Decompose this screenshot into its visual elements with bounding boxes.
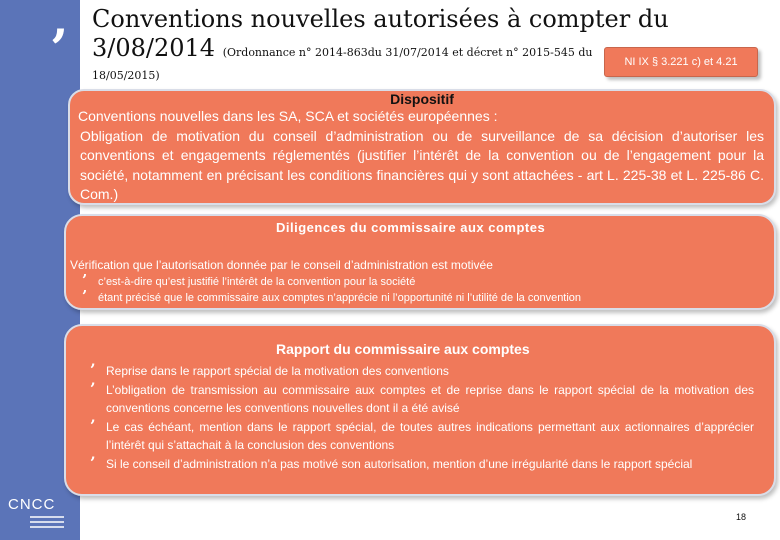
bullet-icon: ’	[90, 416, 96, 435]
dispositif-body: Obligation de motivation du conseil d’administration ou de surveillance de sa décision d’autoriser les conventions et engagements réglementés (justifier l’intérêt de la convention ou de l’engagement pour la société, notamment en précisant les conditions financières qui y sont attachées - art L. 225-38 et L. 225-86 C. Com.)	[80, 127, 764, 202]
dispositif-box	[68, 89, 776, 205]
bullet-icon: ’	[82, 271, 88, 289]
diligences-list	[82, 271, 582, 306]
rapport-list	[90, 362, 754, 474]
bullet-icon: ’	[90, 453, 96, 472]
logo-text: CNCC	[8, 496, 56, 513]
bullet-icon: ’	[82, 287, 88, 305]
diligences-box	[64, 214, 776, 310]
list-item: ’ étant précisé que le commissaire aux comptes n’apprécie ni l’opportunité ni l’utilité de la convention	[82, 287, 582, 305]
list-item: ’ Si le conseil d’administration n’a pas motivé son autorisation, mention d’une irrégularité dans le rapport spécial	[90, 453, 693, 472]
title-line-1: Conventions nouvelles autorisées à compter du	[92, 5, 669, 33]
page-number: 18	[736, 512, 747, 522]
list-item: ’ c’est-à-dire qu’est justifié l’intérêt de la convention pour la société	[82, 271, 416, 289]
rapport-box	[64, 324, 776, 496]
bullet-icon: ’	[90, 379, 96, 398]
rapport-title: Rapport du commissaire aux comptes	[276, 341, 530, 357]
bullet-icon: ’	[90, 360, 96, 379]
title-line-3: 18/05/2015)	[92, 69, 160, 82]
title-date: 3/08/2014	[92, 34, 216, 62]
logo-lines	[8, 516, 76, 528]
title-line-2	[92, 34, 612, 67]
list-item: ’ L’obligation de transmission au commissaire aux comptes et de reprise dans le rapport spécial de la motivation des conventions concerne les conventions nouvelles dont il a été avisé	[90, 379, 754, 415]
diligences-title: Diligences du commissaire aux comptes	[276, 220, 546, 235]
list-item: ’ Reprise dans le rapport spécial de la motivation des conventions	[90, 360, 449, 379]
dispositif-intro: Conventions nouvelles dans les SA, SCA et sociétés européennes :	[78, 108, 498, 124]
list-item: ’ Le cas échéant, mention dans le rapport spécial, de toutes autres indications permettant aux actionnaires d’apprécier l’intérêt qui s’attachait à la conclusion des conventions	[90, 416, 754, 452]
title-note: (Ordonnance n° 2014-863du 31/07/2014 et décret n° 2015-545 du	[222, 46, 593, 59]
reference-badge: NI IX § 3.221 c) et 4.21	[604, 47, 758, 77]
dispositif-body-container	[80, 107, 764, 205]
quote-mark-icon: ’	[50, 19, 69, 80]
dispositif-title: Dispositif	[390, 91, 454, 107]
slide-title	[92, 4, 669, 83]
diligences-intro: Vérification que l’autorisation donnée par le conseil d’administration est motivée	[70, 258, 493, 272]
cncc-logo	[8, 496, 76, 528]
